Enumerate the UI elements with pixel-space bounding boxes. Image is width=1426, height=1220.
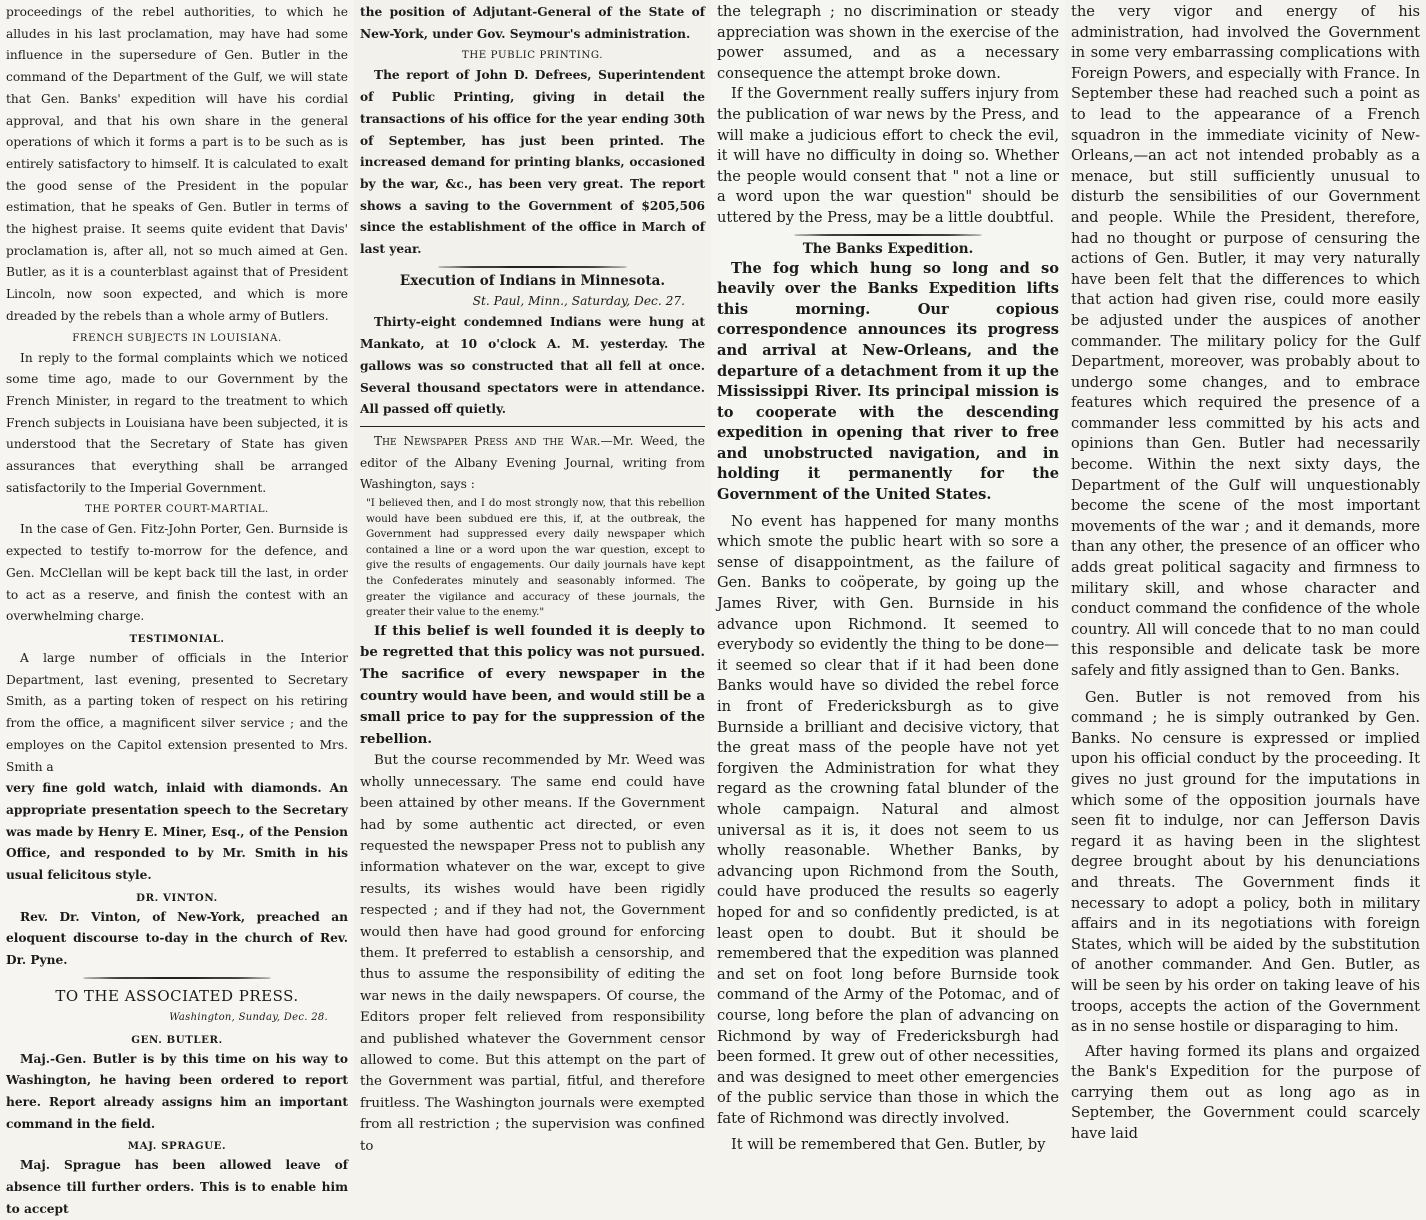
quotation: "I believed then, and I do most strongly now, that this rebellion would have been subdued ere this, if, at the outbreak, the Government had suppressed every daily newspaper which contained a line or a word upon the war question, except to give the results of engagements. Our daily journals have kept the Confederates minutely and seasonably informed. The greater the vigilance and accuracy of these journals, the greater their value to the enemy." [366,497,705,619]
paragraph: In the case of Gen. Fitz-John Porter, Gen. Burnside is expected to testify to-morrow for the defence, and Gen. McClellan will be kept back till the last, in order to act as a reserve, and finish the contest with an overwhelming charge. [6,522,348,624]
paragraph: Maj.-Gen. Butler is by this time on his way to Washington, he having been ordered to report here. Report already assigns him an important command in the field. [6,1051,348,1131]
paragraph: the very vigor and energy of his administration, had involved the Government in some very embarrassing complications with Foreign Powers, and especially with France. In September these had reached such a point as to lead to the appearance of a French squadron in the immediate vicinity of New-Orleans,—an act not intended probably as a menace, but still sufficiently unusual to disturb the sensibilities of our Government and people. While the President, therefore, had no thought or purpose of censuring the actions of Gen. Butler, it may very naturally have been felt that the differences to which that action had given rise, could more easily be adjusted under the auspices of another commander. The military policy for the Gulf Department, moreover, was probably about to undergo some changes, and to embrace features which required the presence of a commander less committed by his acts and opinions than Gen. Butler had necessarily become. Within the next sixty days, the Department of the Gulf will unquestionably become the scene of the most important movements of the war ; and it demands, more than any other, the presence of an officer who adds great political sagacity and firmness to military skill, and whose character and conduct command the confidence of the whole country. All will concede that to no man could this responsible and delicate task be more safely and fitly assigned than to Gen. Banks. [1071,3,1420,679]
paragraph: No event has happened for many months which smote the public heart with so sore a sense of disappointment, as the failure of Gen. Banks to coöperate, by going up the James River, with Gen. Burnside in his advance upon Richmond. It seemed to everybody so evidently the thing to be done—it seemed so clear that if it had been done Banks would have so divided the rebel force in front of Fredericksburgh as to give Burnside a brilliant and decisive victory, that the great mass of the people have not yet forgiven the Administration for what they regard as the crowning fatal blunder of the whole campaign. Natural and almost universal as it is, it does not seem to us wholly reasonable. Whether Banks, by advancing upon Richmond from the South, could have produced the results so eagerly hoped for and so confidently predicted, is at least open to doubt. But it should be remembered that the expedition was planned and set on foot long before Burnside took command of the Army of the Potomac, and of course, long before the plan of advancing on Richmond by way of Fredericksburgh had been formed. It grew out of other necessities, and was designed to meet other emergencies of the public service than those in which the fate of Richmond was directly involved. [717,512,1059,1127]
paragraph: If this belief is well founded it is deeply to be regretted that this policy was not pursued. The sacrifice of every newspaper in the country would have been, and would still be a small price to pay for the suppression of the rebellion. [360,622,705,747]
heading-banks-expedition: The Banks Expedition. [802,240,974,257]
subheading-gen-butler: GEN. BUTLER. [131,1033,223,1046]
section-divider [83,977,271,979]
paragraph: In reply to the formal complaints which we noticed some time ago, made to our Government by the French Minister, in regard to the treatment to which French subjects in Louisiana have been subjected, it is understood that the Secretary of State has given assurances that everything shall be arranged satisfactorily to the Imperial Government. [6,350,348,495]
paragraph: But the course recommended by Mr. Weed was wholly unnecessary. The same end could have been attained by other means. If the Government had by some authentic act directed, or even requested the newspaper Press not to publish any information whatever on the war, except to give results, its wishes would have been rigidly respected ; and if they had not, the Government would then have had good ground for enforcing them. It preferred to establish a censorship, and thus to assume the responsibility of editing the war news in the daily newspapers. Of course, the Editors proper felt relieved from responsibility and published whatever the Government censor allowed to come. But this attempt on the part of the Government was partial, fitful, and therefore fruitless. The Washington journals were exempted from all restriction ; the supervision was confined to [360,753,705,1154]
subheading-porter-court-martial: THE PORTER COURT-MARTIAL. [85,504,269,516]
paragraph: Maj. Sprague has been allowed leave of absence till further orders. This is to enable him to accept [6,1158,348,1216]
paragraph: Rev. Dr. Vinton, of New-York, preached an eloquent discourse to-day in the church of Rev. Dr. Pyne. [6,909,348,968]
paragraph: After having formed its plans and orgaized the Bank's Expedition for the purpose of carrying them out as long ago as in September, the Government could scarcely have laid [1071,1042,1420,1143]
column-2 [354,0,711,1154]
paragraph-text: —Mr. Weed, the editor of the Albany Evening Journal, writing from Washington, says : [360,433,705,492]
paragraph: Thirty-eight condemned Indians were hung at Mankato, at 10 o'clock A. M. yesterday. The gallows was so constructed that all fell at once. Several thousand spectators were in attendance. All passed off quietly. [360,315,705,417]
column-3 [711,0,1065,1154]
section-divider [438,266,628,268]
subheading-public-printing: THE PUBLIC PRINTING. [461,50,604,62]
dateline: Washington, Sunday, Dec. 28. [169,1011,328,1023]
section-divider [360,426,705,427]
paragraph: A large number of officials in the Interior Department, last evening, presented to Secretary Smith, as a parting token of respect on his retiring from the office, a magnificent silver service ; and the employes on the Capitol extension presented to Mrs. Smith a [6,650,348,774]
subheading-testimonial: TESTIMONIAL. [129,632,225,645]
section-divider [794,234,982,236]
paragraph: It will be remembered that Gen. Butler, by [731,1136,1046,1154]
paragraph: The fog which hung so long and so heavily over the Banks Expedition lifts this morning. Our copious correspondence announces its progress and arrival at New-Orleans, and the departure of a detachment from it up the Mississippi River. Its principal mission is to cooperate with the descending expedition in opening that river to free and unobstructed navigation, and in holding it permanently for the Government of the United States. [717,259,1059,504]
paragraph: proceedings of the rebel authorities, to which he alludes in his last proclamation, may have had some influence in the supersedure of Gen. Butler in the command of the Department of the Gulf, we will state that Gen. Banks' expedition will have his cordial approval, and that his own share in the general operations of which it forms a part is to be such as is entirely satisfactory to himself. It is calculated to exalt the good sense of the President in the popular estimation, that he speaks of Gen. Butler in terms of the highest praise. It seems quite evident that Davis' proclamation is, after all, not so much aimed at Gen. Butler, as it is a counterblast against that of President Lincoln, now soon expected, and which is more dreaded by the rebels than a whole army of Butlers. [6,5,348,323]
heading-associated-press: TO THE ASSOCIATED PRESS. [55,986,299,1005]
paragraph-bold: very fine gold watch, inlaid with diamonds. An appropriate presentation speech to the Secretary was made by Henry E. Miner, Esq., of the Pension Office, and responded to by Mr. Smith in his usual felicitous style. [6,781,348,883]
column-1 [0,0,354,1216]
paragraph: Gen. Butler is not removed from his command ; he is simply outranked by Gen. Banks. No censure is expressed or implied upon his official conduct by the proceeding. It gives no just ground for the imputations in which some of the opposition journals have seen fit to indulge, nor can Jefferson Davis regard it as having been in the slightest degree brought about by his denunciations and threats. The Government finds it necessary to adopt a policy, both in military affairs and in its negotiations with foreign States, which will be aided by the substitution of another commander. And Gen. Butler, as will be seen by his order on taking leave of his troops, accepts the action of the Government as in no sense hostile or disparaging to him. [1071,688,1420,1036]
paragraph: The report of John D. Defrees, Superintendent of Public Printing, giving in detail the transactions of his office for the year ending 30th of September, has just been printed. The increased demand for printing blanks, occasioned by the war, &c., has been very great. The report shows a saving to the Government of $205,506 since the establishment of the office in March of last year. [360,68,705,257]
paragraph: the telegraph ; no discrimination or steady appreciation was shown in the exercise of the power assumed, and as a necessary consequence the attempt broke down. [717,3,1059,82]
paragraph: If the Government really suffers injury from the publication of war news by the Press, and will make a judicious effort to check the evil, it will have no difficulty in doing so. Whether the people would consent that " not a line or a word upon the war question" should be uttered by the Press, may be a little doubtful. [717,85,1059,226]
subheading-dr-vinton: DR. VINTON. [136,891,218,904]
paragraph: the position of Adjutant-General of the State of New-York, under Gov. Seymour's administration. [360,5,705,41]
run-in-heading: The Newspaper Press and the War. [374,433,601,448]
dateline: St. Paul, Minn., Saturday, Dec. 27. [472,293,685,308]
subheading-maj-sprague: MAJ. SPRAGUE. [127,1140,227,1153]
paragraph-press-and-war [360,431,705,496]
column-4 [1065,0,1426,1143]
heading-indians-minnesota: Execution of Indians in Minnesota. [399,272,666,289]
subheading-french-subjects: FRENCH SUBJECTS IN LOUISIANA. [72,332,282,344]
